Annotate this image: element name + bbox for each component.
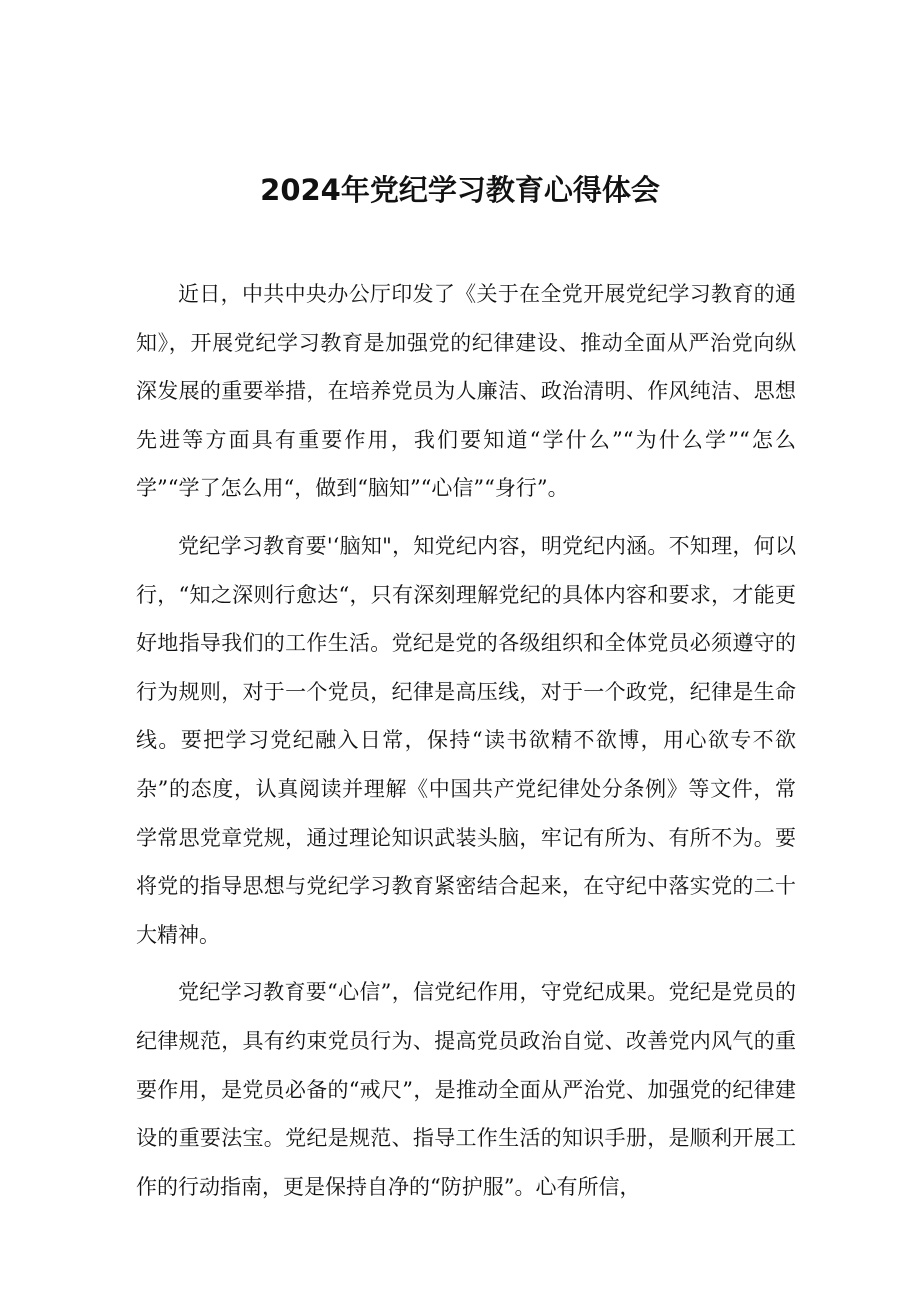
document-title: 2024年党纪学习教育心得体会 <box>260 173 660 207</box>
paragraph-1: 近日，中共中央办公厅印发了《关于在全党开展党纪学习教育的通知》，开展党纪学习教育是加强党的纪律建设、推动全面从严治党向纵深发展的重要举措，在培养党员为人廉洁、政治清明、作风纯洁、思想先进等方面具有重要作用，我们要知道“学什么”“为什么学”“怎么学”“学了怎么用“，做到“脑知”“心信”“身行”。 <box>136 282 796 501</box>
paragraph-3: 党纪学习教育要“心信”，信党纪作用，守党纪成果。党纪是党员的纪律规范，具有约束党员行为、提高党员政治自觉、改善党内风气的重要作用，是党员必备的“戒尺”，是推动全面从严治党、加强党的纪律建设的重要法宝。党纪是规范、指导工作生活的知识手册，是顺利开展工作的行动指南，更是保持自净的“防护服”。心有所信， <box>136 980 796 1199</box>
document-body <box>136 270 796 1211</box>
paragraph-2: 党纪学习教育要'‘脑知"，知党纪内容，明党纪内涵。不知理，何以行，“知之深则行愈达“，只有深刻理解党纪的具体内容和要求，才能更好地指导我们的工作生活。党纪是党的各级组织和全体党员必须遵守的行为规则，对于一个党员，纪律是高压线，对于一个政党，纪律是生命线。要把学习党纪融入日常，保持“读书欲精不欲博，用心欲专不欲杂”的态度，认真阅读并理解《中国共产党纪律处分条例》等文件，常学常思党章党规，通过理论知识武装头脑，牢记有所为、有所不为。要将党的指导思想与党纪学习教育紧密结合起来，在守纪中落实党的二十大精神。 <box>136 533 796 947</box>
